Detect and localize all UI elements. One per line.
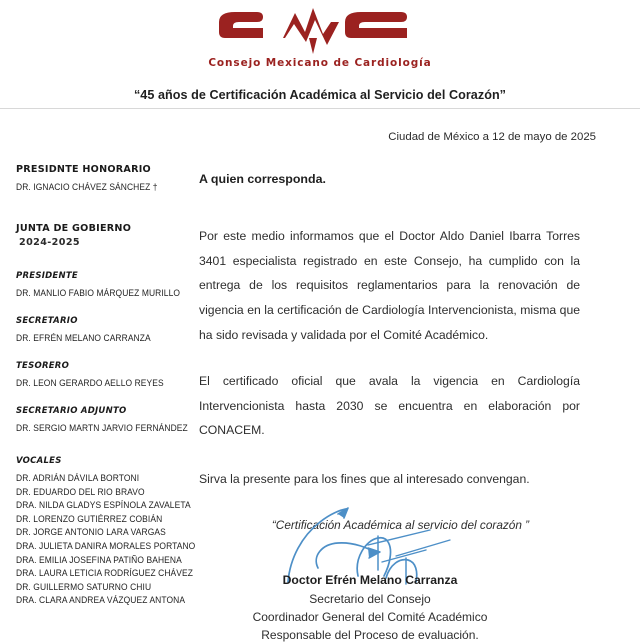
board-heading: JUNTA DE GOBIERNO <box>16 223 132 234</box>
officer-secretario-adjunto <box>16 406 192 433</box>
spacer <box>16 442 192 456</box>
officer-name: DR. LEON GERARDO AELLO REYES <box>16 378 164 388</box>
list-item: DRA. NILDA GLADYS ESPÍNOLA ZAVALETA <box>16 500 191 511</box>
letter-motto: “Certificación Académica al servicio del corazón ” <box>271 517 530 532</box>
list-item: DR. JORGE ANTONIO LARA VARGAS <box>16 527 166 538</box>
spacer <box>16 201 192 223</box>
cmc-heartbeat-logo-icon <box>205 4 435 56</box>
officer-role-label: TESORERO <box>16 361 70 371</box>
list-item: DRA. LAURA LETICIA RODRÍGUEZ CHÁVEZ <box>16 568 193 579</box>
signature-block <box>190 572 550 644</box>
officer-role-label: PRESIDENTE <box>16 271 78 281</box>
letter-body <box>199 172 580 532</box>
list-item: DRA. CLARA ANDREA VÁZQUEZ ANTONA <box>16 595 186 606</box>
vocales-list <box>16 473 196 606</box>
signatory-role-line: Coordinador General del Comité Académico <box>252 609 488 624</box>
header-divider <box>0 108 640 109</box>
board-sidebar <box>16 164 196 609</box>
spacer <box>16 307 192 316</box>
list-item: DR. ADRIÁN DÁVILA BORTONI <box>16 473 140 483</box>
officer-tesorero <box>16 361 192 388</box>
spacer <box>16 352 192 361</box>
honorary-president-name: DR. IGNACIO CHÁVEZ SÁNCHEZ † <box>16 182 158 192</box>
letter-paragraph-3: Sirva la presente para los fines que al interesado convengan. <box>199 472 530 487</box>
vocales-heading: VOCALES <box>16 456 62 466</box>
list-item: DRA. EMILIA JOSEFINA PATIÑO BAHENA <box>16 554 182 565</box>
header-tagline: “45 años de Certificación Académica al Servicio del Corazón” <box>133 88 507 102</box>
honorary-president-heading: PRESIDNTE HONORARIO <box>16 164 151 175</box>
signatory-role-line: Responsable del Proceso de evaluación. <box>261 628 479 643</box>
officer-secretario <box>16 316 192 343</box>
list-item: DR. LORENZO GUTIÉRREZ COBIÁN <box>16 513 163 524</box>
letter-paragraph-1: Por este medio informamos que el Doctor Aldo Daniel Ibarra Torres 3401 especialista registrado en este Consejo, ha cumplido con la entrega de los requisitos reglamentarios para la renovación de vigencia en la certificación de Cardiología Intervencionista, misma que ha sido revisada y validada por el Comité Académico. <box>199 229 580 342</box>
date-line: Ciudad de México a 12 de mayo de 2025 <box>388 131 596 143</box>
officer-name: DR. MANLIO FABIO MÁRQUEZ MURILLO <box>16 288 181 298</box>
officer-name: DR. SERGIO MARTN JARVIO FERNÁNDEZ <box>16 423 188 433</box>
officer-role-label: SECRETARIO ADJUNTO <box>16 406 127 416</box>
board-period: 2024-2025 <box>19 237 80 248</box>
signatory-name: Doctor Efrén Melano Carranza <box>282 573 458 587</box>
letter-salutation: A quien corresponda. <box>199 172 326 186</box>
spacer <box>16 257 192 271</box>
letterhead-header <box>0 0 640 102</box>
spacer <box>16 397 192 406</box>
officer-presidente <box>16 271 192 298</box>
officer-role-label: SECRETARIO <box>16 316 78 326</box>
officer-name: DR. EFRÉN MELANO CARRANZA <box>16 333 151 343</box>
list-item: DR. GUILLERMO SATURNO CHIU <box>16 581 152 592</box>
list-item: DR. EDUARDO DEL RIO BRAVO <box>16 486 145 497</box>
signatory-role-line: Secretario del Consejo <box>309 591 431 606</box>
vocales-block <box>16 456 196 606</box>
list-item: DRA. JULIETA DANIRA MORALES PORTANO <box>16 540 196 551</box>
letter-paragraph-2: El certificado oficial que avala la vigencia en Cardiología Intervencionista hasta 2030 se encuentra en elaboración por CONACEM. <box>199 374 580 438</box>
honorary-president-block <box>16 164 192 192</box>
board-title-block <box>16 223 192 248</box>
logo-caption: Consejo Mexicano de Cardiología <box>208 57 432 69</box>
